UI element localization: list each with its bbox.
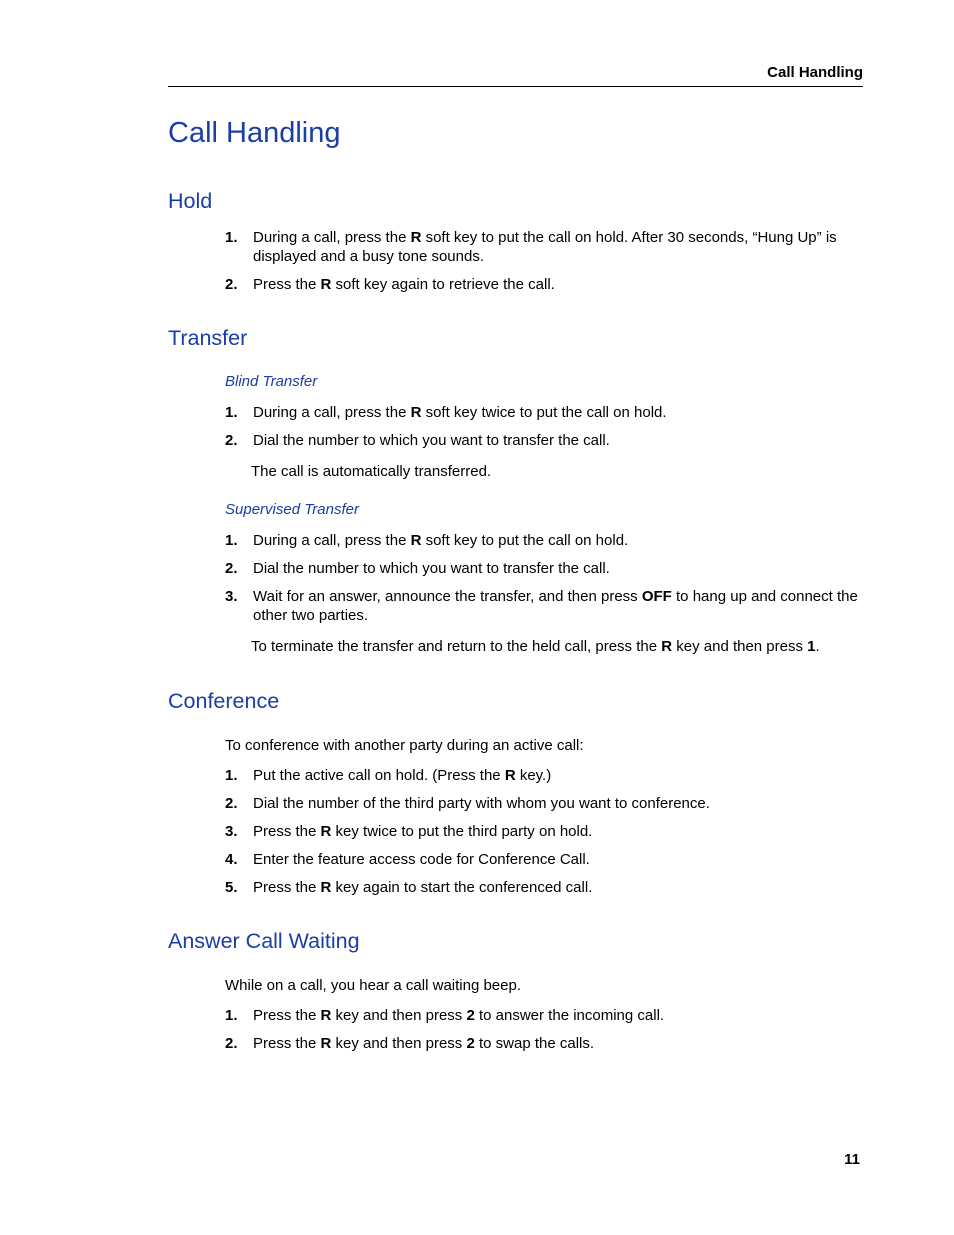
step-number: 1. xyxy=(225,532,238,549)
key-label: 2 xyxy=(466,1035,475,1052)
key-label: R xyxy=(320,1035,332,1052)
step-text: Press the R key and then press 2 to swap the calls. xyxy=(253,1035,595,1052)
key-label: R xyxy=(410,229,422,246)
step-number: 2. xyxy=(225,1035,238,1052)
step-number: 1. xyxy=(225,404,238,421)
conference-step-2 xyxy=(225,794,865,813)
supervised-step-1 xyxy=(225,531,865,550)
step-text: Dial the number of the third party with whom you want to conference. xyxy=(253,795,710,812)
step-number: 1. xyxy=(225,1007,238,1024)
key-label: R xyxy=(661,638,673,655)
step-text: During a call, press the R soft key to put the call on hold. xyxy=(253,532,629,549)
step-number: 2. xyxy=(225,560,238,577)
blind-transfer-note: The call is automatically transferred. xyxy=(251,463,492,480)
key-label: OFF xyxy=(641,588,672,605)
step-text: During a call, press the R soft key twice to put the call on hold. xyxy=(253,404,667,421)
step-number: 4. xyxy=(225,851,238,868)
step-text: Dial the number to which you want to transfer the call. xyxy=(253,560,610,577)
subsection-title-blind-transfer: Blind Transfer xyxy=(225,373,318,390)
step-text: Press the R key again to start the conferenced call. xyxy=(253,879,593,896)
chapter-title: Call Handling xyxy=(168,117,341,149)
blind-step-1 xyxy=(225,403,865,422)
hold-step-1 xyxy=(225,228,865,266)
conference-step-1 xyxy=(225,766,865,785)
step-number: 2. xyxy=(225,432,238,449)
key-label: R xyxy=(320,276,332,293)
section-title-transfer: Transfer xyxy=(168,326,248,350)
supervised-transfer-note: To terminate the transfer and return to the held call, press the R key and then press 1. xyxy=(251,638,820,655)
call-waiting-step-2 xyxy=(225,1034,865,1053)
key-label: R xyxy=(320,879,332,896)
step-text: Press the R key twice to put the third party on hold. xyxy=(253,823,593,840)
key-label: R xyxy=(410,532,422,549)
conference-step-3 xyxy=(225,822,865,841)
step-number: 3. xyxy=(225,588,238,605)
step-text: Dial the number to which you want to transfer the call. xyxy=(253,432,610,449)
step-text: Put the active call on hold. (Press the R key.) xyxy=(253,767,552,784)
step-text: Press the R key and then press 2 to answer the incoming call. xyxy=(253,1007,665,1024)
key-label: R xyxy=(320,823,332,840)
step-number: 2. xyxy=(225,795,238,812)
step-text: Enter the feature access code for Conference Call. xyxy=(253,851,590,868)
step-text: Wait for an answer, announce the transfer, and then press OFF to hang up and connect the other two parties. xyxy=(253,588,858,624)
key-label: R xyxy=(320,1007,332,1024)
call-waiting-step-1 xyxy=(225,1006,865,1025)
call-waiting-intro: While on a call, you hear a call waiting beep. xyxy=(225,977,522,994)
section-title-conference: Conference xyxy=(168,689,280,713)
key-label: 2 xyxy=(466,1007,475,1024)
supervised-step-2 xyxy=(225,559,865,578)
step-text: During a call, press the R soft key to put the call on hold. After 30 seconds, “Hung Up” is displayed and a busy tone sounds. xyxy=(253,229,837,265)
section-title-hold: Hold xyxy=(168,189,213,213)
blind-step-2 xyxy=(225,431,865,450)
conference-intro: To conference with another party during an active call: xyxy=(225,737,584,754)
subsection-title-supervised-transfer: Supervised Transfer xyxy=(225,501,359,518)
step-number: 1. xyxy=(225,229,238,246)
key-label: 1 xyxy=(807,638,816,655)
key-label: R xyxy=(504,767,516,784)
step-number: 5. xyxy=(225,879,238,896)
supervised-step-3 xyxy=(225,587,865,625)
conference-step-4 xyxy=(225,850,865,869)
step-number: 2. xyxy=(225,276,238,293)
step-number: 1. xyxy=(225,767,238,784)
step-number: 3. xyxy=(225,823,238,840)
conference-step-5 xyxy=(225,878,865,897)
step-text: Press the R soft key again to retrieve the call. xyxy=(253,276,555,293)
key-label: R xyxy=(410,404,422,421)
section-title-answer-call-waiting: Answer Call Waiting xyxy=(168,929,360,953)
hold-step-2 xyxy=(225,275,865,294)
page-number: 11 xyxy=(844,1151,860,1168)
running-header: Call Handling xyxy=(168,64,863,87)
